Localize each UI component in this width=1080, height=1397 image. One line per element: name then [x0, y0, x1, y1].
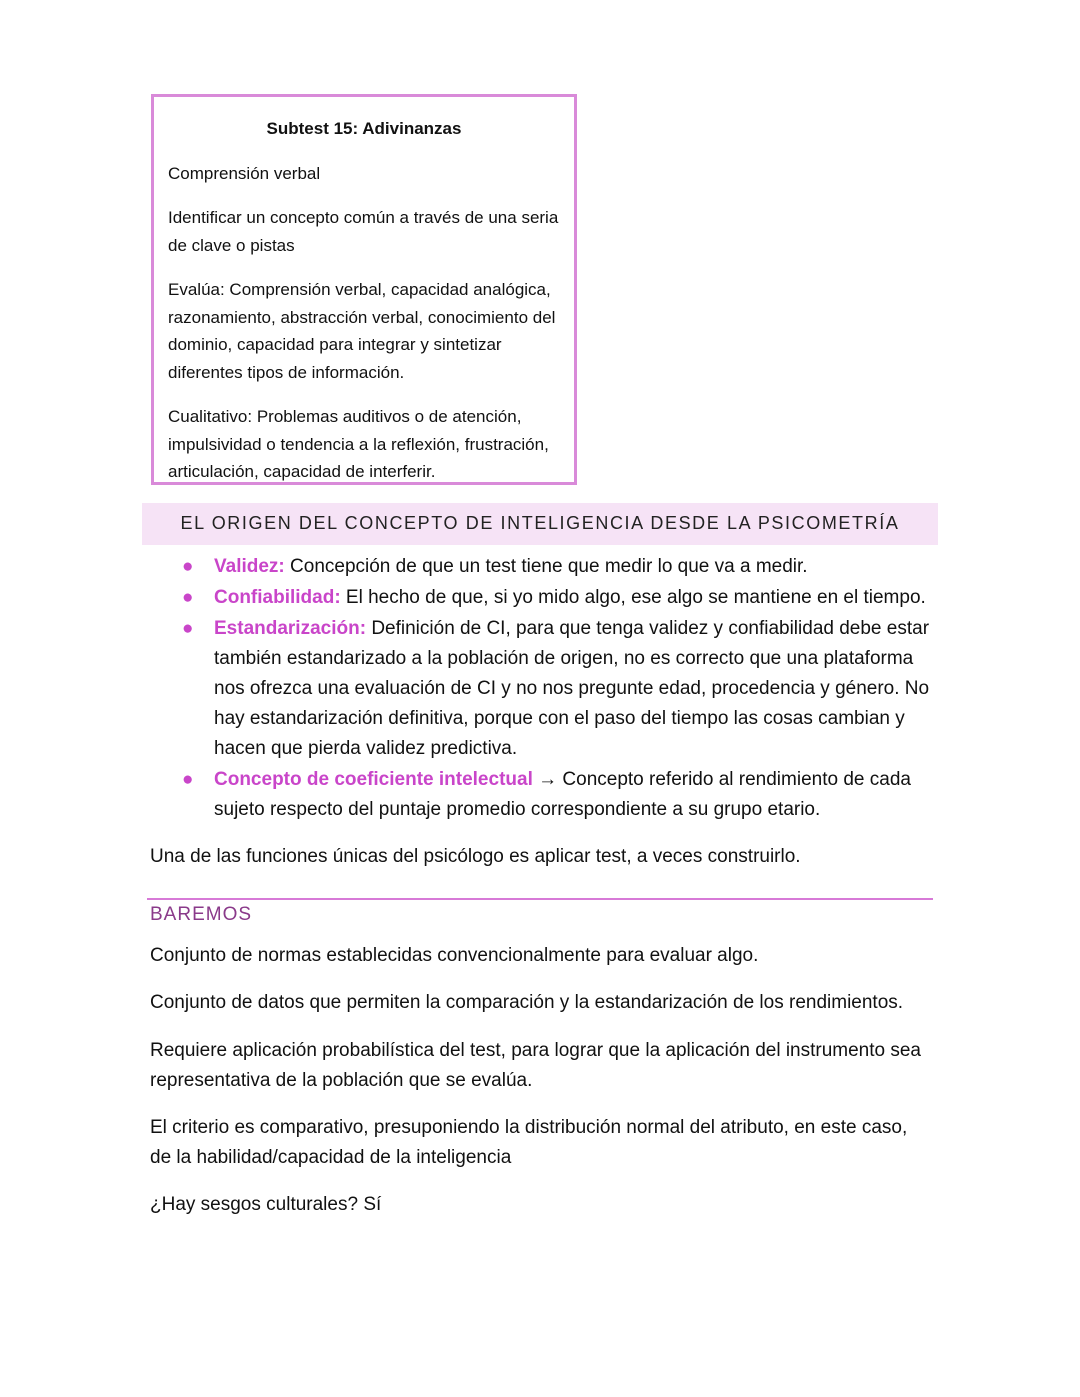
- bullet-list: [182, 552, 942, 826]
- definition: Concepción de que un test tiene que medir lo que va a medir.: [284, 556, 808, 577]
- note: Una de las funciones únicas del psicólogo es aplicar test, a veces construirlo.: [150, 846, 801, 867]
- divider: [147, 898, 933, 900]
- term: Concepto de coeficiente intelectual: [214, 769, 533, 790]
- definition: Definición de CI, para que tenga validez y confiabilidad debe estar también estandarizado a la población de origen, no es correcto que una plataforma nos ofrezca una evaluación de CI y no nos pregunte edad, procedencia y género. No hay estandarización definitiva, porque con el paso del tiempo las cosas cambian y hacen que pierda validez predictiva.: [214, 618, 930, 759]
- paragraph: Requiere aplicación probabilística del test, para lograr que la aplicación del instrumento sea representativa de la población que se evalúa.: [150, 1040, 922, 1091]
- box-paragraph: Identificar un concepto común a través de una seria de clave o pistas: [168, 208, 559, 255]
- bullet-icon: ●: [182, 556, 194, 577]
- paragraph: ¿Hay sesgos culturales? Sí: [150, 1194, 382, 1215]
- section-heading: EL ORIGEN DEL CONCEPTO DE INTELIGENCIA DESDE LA PSICOMETRÍA: [142, 503, 938, 545]
- box-paragraph: Cualitativo: Problemas auditivos o de atención, impulsividad o tendencia a la reflexión, frustración, articulación, capacidad de interferir.: [168, 407, 549, 481]
- term: Validez:: [214, 556, 285, 577]
- bullet-icon: ●: [182, 618, 194, 639]
- subtest-box: [151, 94, 577, 485]
- list-item: [182, 614, 942, 764]
- list-item: [182, 765, 942, 825]
- term: Confiabilidad:: [214, 587, 341, 608]
- paragraph: Conjunto de datos que permiten la comparación y la estandarización de los rendimientos.: [150, 992, 904, 1013]
- paragraph: El criterio es comparativo, presuponiendo la distribución normal del atributo, en este caso, de la habilidad/capacidad de la inteligencia: [150, 1117, 908, 1168]
- box-paragraph: Comprensión verbal: [168, 163, 321, 183]
- subtest-title: Subtest 15: Adivinanzas: [266, 119, 462, 138]
- list-item: [182, 583, 942, 613]
- box-paragraph: Evalúa: Comprensión verbal, capacidad analógica, razonamiento, abstracción verbal, conocimiento del dominio, capacidad para integrar y sintetizar diferentes tipos de información.: [168, 280, 556, 382]
- paragraph: Conjunto de normas establecidas convencionalmente para evaluar algo.: [150, 945, 759, 966]
- baremos-heading: BAREMOS: [150, 904, 253, 925]
- bullet-icon: ●: [182, 587, 194, 608]
- definition: El hecho de que, si yo mido algo, ese algo se mantiene en el tiempo.: [340, 587, 926, 608]
- bullet-icon: ●: [182, 769, 194, 790]
- term: Estandarización:: [214, 618, 367, 639]
- list-item: [182, 552, 942, 582]
- definition: → Concepto referido al rendimiento de cada sujeto respecto del puntaje promedio correspondiente a su grupo etario.: [214, 769, 911, 820]
